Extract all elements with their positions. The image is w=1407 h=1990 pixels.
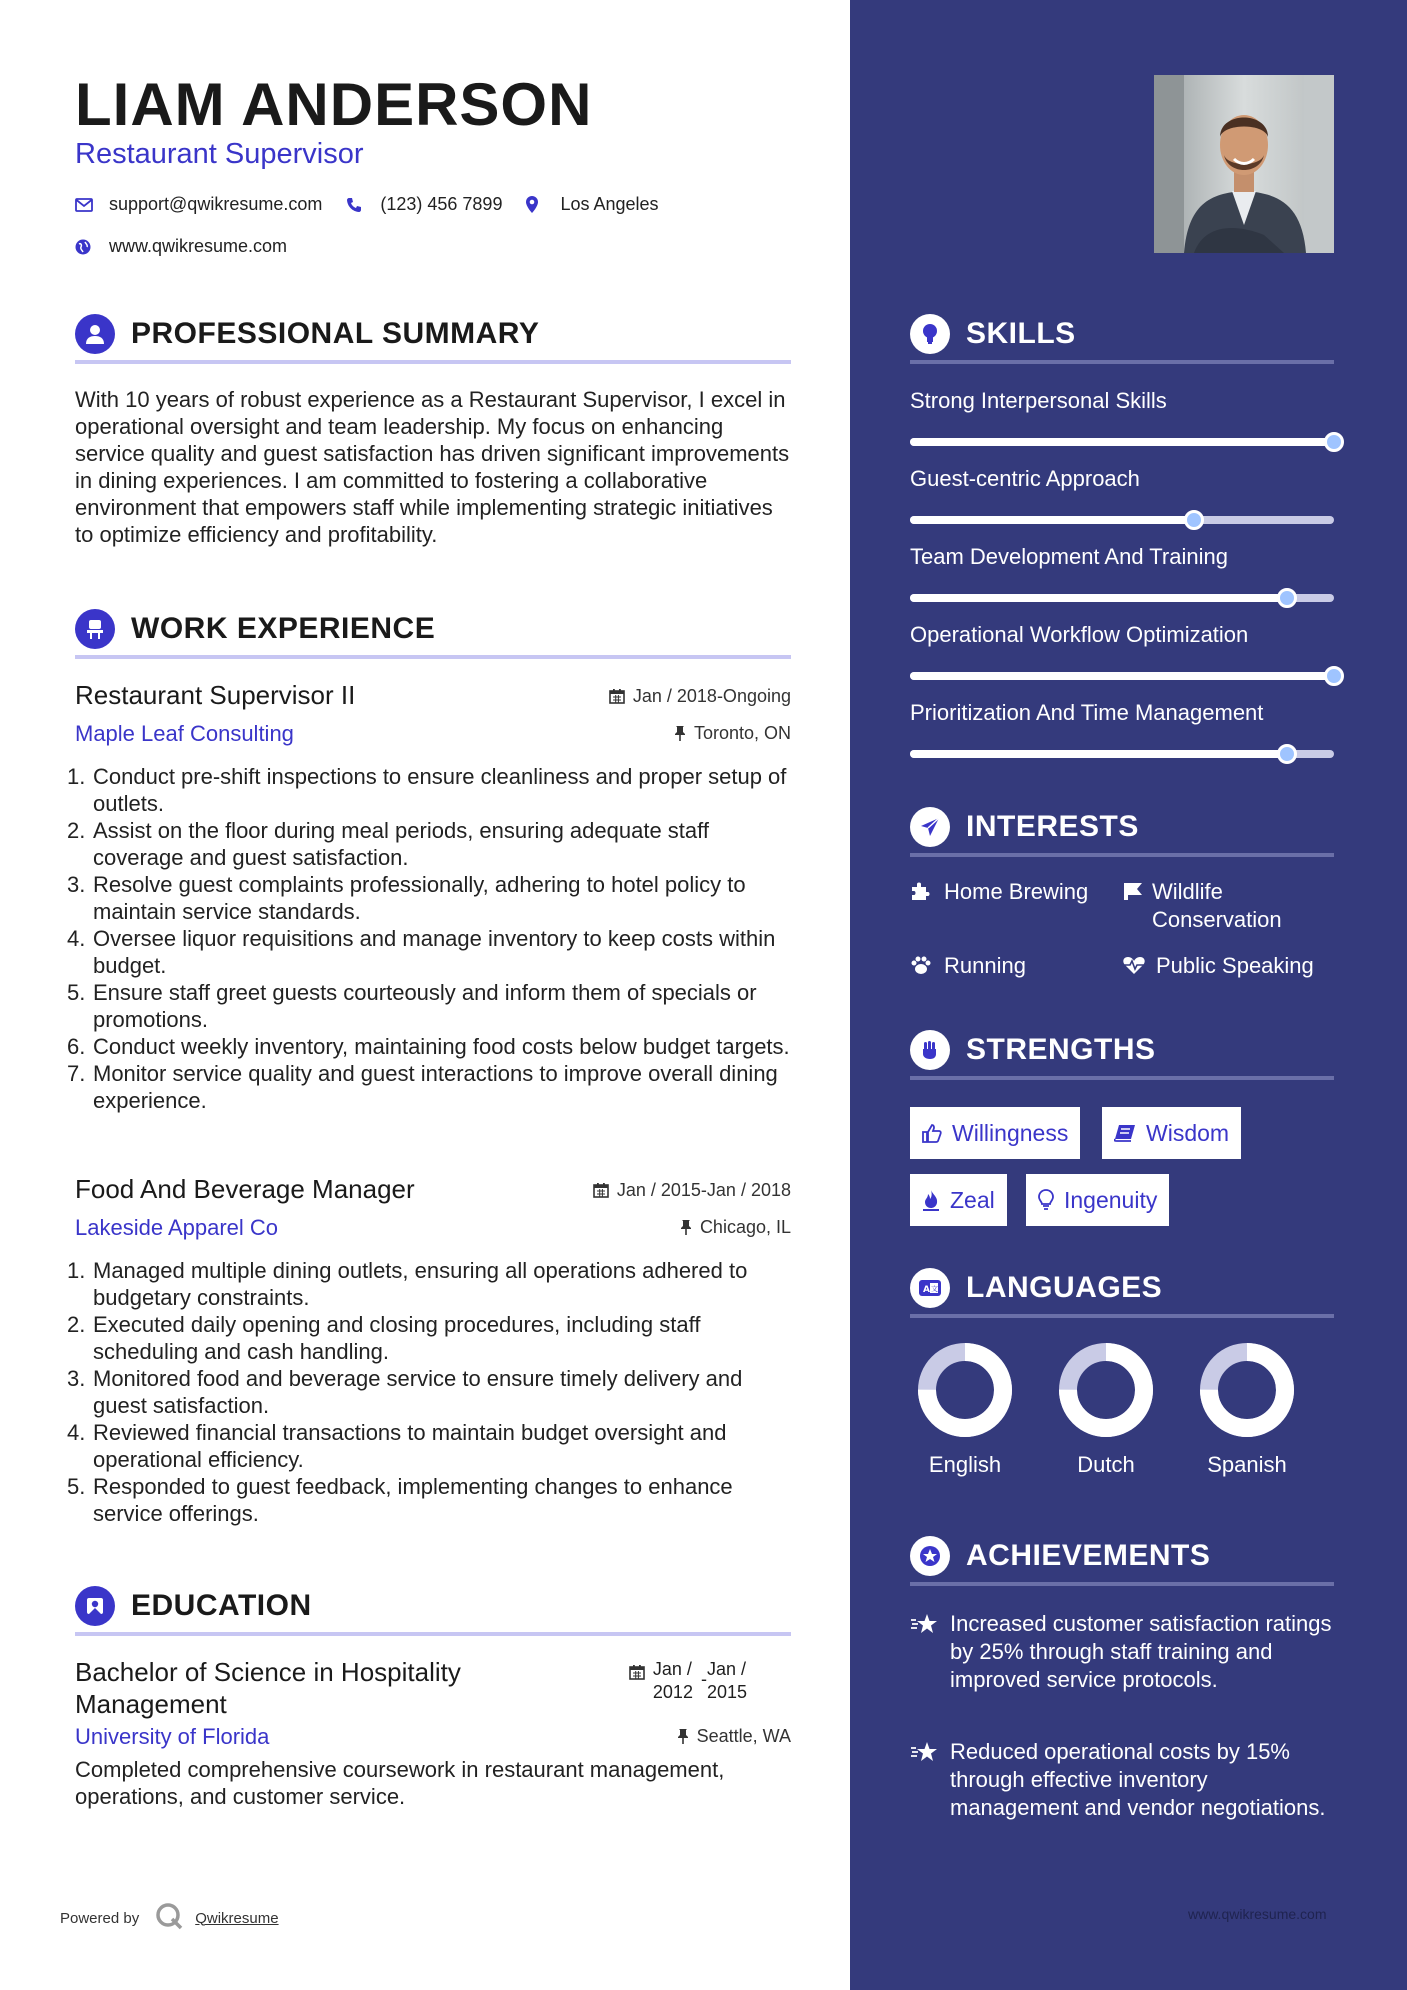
skill-knob [1324,432,1344,452]
phone-icon [346,197,368,213]
calendar-icon [629,1664,645,1680]
chair-icon [75,609,115,649]
interest-item: Wildlife Conservation [1122,878,1322,934]
star-badge-icon [910,1536,950,1576]
job-bullets [67,1257,791,1527]
contact-website[interactable] [75,236,287,257]
list-item: 6. Conduct weekly inventory, maintaining food costs below budget targets. [67,1034,790,1059]
job-role: Restaurant Supervisor II [75,680,356,710]
achievements-heading: ACHIEVEMENTS [966,1539,1211,1572]
language-ring [1056,1340,1156,1440]
languages-header [910,1262,1334,1318]
lightbulb-icon [910,314,950,354]
school-name: University of Florida [75,1724,270,1749]
summary-heading: PROFESSIONAL SUMMARY [131,317,540,350]
powered-by-footer: Powered by Qwikresume [60,1902,279,1934]
heartbeat-icon [1122,952,1148,975]
language-ring [1197,1340,1297,1440]
degree-title-line1: Bachelor of Science in Hospitality [75,1657,461,1687]
contact-row [75,194,683,215]
contact-row-2 [75,236,311,257]
list-item: 3. Resolve guest complaints professionally, adhering to hotel policy to maintain service standards. [67,872,746,924]
strengths-heading: STRENGTHS [966,1033,1156,1066]
language-item [910,1340,1020,1478]
website-text: www.qwikresume.com [109,236,288,256]
phone-text: (123) 456 7899 [380,194,503,214]
job-date: Jan / 2018-Ongoing [609,686,791,707]
job-company: Lakeside Apparel Co [75,1215,279,1240]
paw-icon [910,952,936,975]
experience-header [75,603,791,659]
strength-tag: Ingenuity [1026,1174,1169,1226]
list-item: 4. Oversee liquor requisitions and manage inventory to keep costs within budget. [67,926,776,978]
user-icon [75,314,115,354]
language-label: Spanish [1207,1452,1287,1477]
job-location: Toronto, ON [674,723,791,744]
skill-item [910,466,1334,524]
flag-icon [1122,878,1144,901]
contact-phone[interactable] [346,194,502,215]
skill-label: Guest-centric Approach [910,466,1140,491]
email-text: support@qwikresume.com [109,194,323,214]
list-item: 2. Executed daily opening and closing procedures, including staff scheduling and cash handling. [67,1312,701,1364]
skill-knob [1277,588,1297,608]
list-item: 3. Monitored food and beverage service to ensure timely delivery and guest satisfaction. [67,1366,743,1418]
job-date: Jan / 2015-Jan / 2018 [593,1180,791,1201]
footer-website[interactable]: www.qwikresume.com [1188,1906,1327,1922]
job-company: Maple Leaf Consulting [75,721,294,746]
skill-label: Strong Interpersonal Skills [910,388,1167,413]
job-bullets [67,763,791,1114]
contact-email[interactable] [75,194,322,215]
candidate-title: Restaurant Supervisor [75,138,364,170]
strength-tag: Willingness [910,1107,1080,1159]
globe-icon [75,239,97,255]
summary-text: With 10 years of robust experience as a Restaurant Supervisor, I excel in operational oversight and team leadership. My focus on enhancing service quality and guest satisfaction has driven significant improvements in dining experiences. I am committed to fostering a collaborative environment that empowers staff while implementing strategic initiatives to optimize efficiency and profitability. [75,387,790,547]
raised-fist-icon [910,1030,950,1070]
skill-item [910,388,1334,446]
achievement-item: Increased customer satisfaction ratings by 25% through staff training and improved service protocols. [910,1610,1334,1694]
skill-item [910,622,1334,680]
skill-label: Prioritization And Time Management [910,700,1264,725]
book-icon [1114,1124,1136,1142]
contact-location [526,194,658,215]
skill-bar [910,750,1334,758]
skill-label: Operational Workflow Optimization [910,622,1249,647]
translate-icon [910,1268,950,1308]
language-label: English [928,1452,1002,1477]
strengths-header [910,1024,1334,1080]
summary-header [75,308,791,364]
puzzle-icon [910,878,936,901]
profile-photo [1154,75,1334,253]
education-heading: EDUCATION [131,1589,312,1622]
skills-heading: SKILLS [966,317,1076,350]
achievements-header [910,1530,1334,1586]
pushpin-icon [680,1219,692,1235]
language-ring [915,1340,1015,1440]
list-item: 5. Ensure staff greet guests courteously and inform them of specials or promotions. [67,980,757,1032]
calendar-icon [609,688,625,704]
education-description: Completed comprehensive coursework in restaurant management, operations, and customer service. [75,1757,725,1809]
education-date: Jan / 2012 - Jan / 2015 [629,1658,761,1704]
calendar-icon [593,1182,609,1198]
skill-bar [910,516,1334,524]
school-location: Seattle, WA [677,1726,791,1747]
strength-tag: Wisdom [1102,1107,1241,1159]
list-item: 5. Responded to guest feedback, implementing changes to enhance service offerings. [67,1474,733,1526]
interest-item: Running [910,952,1026,980]
skill-bar [910,672,1334,680]
interests-header [910,801,1334,857]
job-entry-1 [67,680,791,1114]
thumbs-up-icon [922,1123,942,1143]
map-pin-icon [526,196,548,213]
list-item: 4. Reviewed financial transactions to maintain budget oversight and operational efficiency. [67,1420,727,1472]
star-icon [910,1610,940,1636]
list-item: 7. Monitor service quality and guest interactions to improve overall dining experience. [67,1061,778,1113]
location-text: Los Angeles [560,194,659,214]
job-location: Chicago, IL [680,1217,791,1238]
skill-item [910,700,1334,758]
qwikresume-link[interactable]: Qwikresume [195,1909,279,1927]
education-entry [75,1656,791,1810]
star-icon [910,1738,940,1764]
languages-heading: LANGUAGES [966,1271,1163,1304]
envelope-icon [75,198,97,212]
language-label: Dutch [1077,1452,1135,1477]
degree-title-line2: Management [75,1689,227,1719]
sidebar [850,0,1407,1990]
job-entry-2 [67,1174,791,1527]
svg-text:文: 文 [931,1285,938,1293]
svg-text:A: A [923,1285,930,1295]
pushpin-icon [677,1728,689,1744]
achievement-item: Reduced operational costs by 15% through effective inventory management and vendor negotiations. [910,1738,1334,1822]
graduate-icon [75,1586,115,1626]
experience-heading: WORK EXPERIENCE [131,612,436,645]
education-header [75,1580,791,1636]
list-item: 2. Assist on the floor during meal periods, ensuring adequate staff coverage and guest satisfaction. [67,818,709,870]
list-item: 1. Managed multiple dining outlets, ensuring all operations adhered to budgetary constraints. [67,1258,748,1310]
interest-item: Public Speaking [1122,952,1314,980]
paper-plane-icon [910,807,950,847]
skill-knob [1184,510,1204,530]
skill-label: Team Development And Training [910,544,1228,569]
list-item: 1. Conduct pre-shift inspections to ensure cleanliness and proper setup of outlets. [67,764,787,816]
flame-icon [922,1189,940,1211]
skill-bar [910,438,1334,446]
strength-tag: Zeal [910,1174,1007,1226]
interest-item: Home Brewing [910,878,1088,906]
language-item [1192,1340,1302,1478]
skill-knob [1324,666,1344,686]
job-role: Food And Beverage Manager [75,1174,415,1204]
lightbulb-icon [1038,1189,1054,1211]
pushpin-icon [674,725,686,741]
qwikresume-logo-icon [155,1902,183,1934]
interests-heading: INTERESTS [966,810,1139,843]
candidate-name: LIAM ANDERSON [75,71,593,138]
skill-item [910,544,1334,602]
skills-header [910,308,1334,364]
language-item [1051,1340,1161,1478]
skill-bar [910,594,1334,602]
skill-knob [1277,744,1297,764]
